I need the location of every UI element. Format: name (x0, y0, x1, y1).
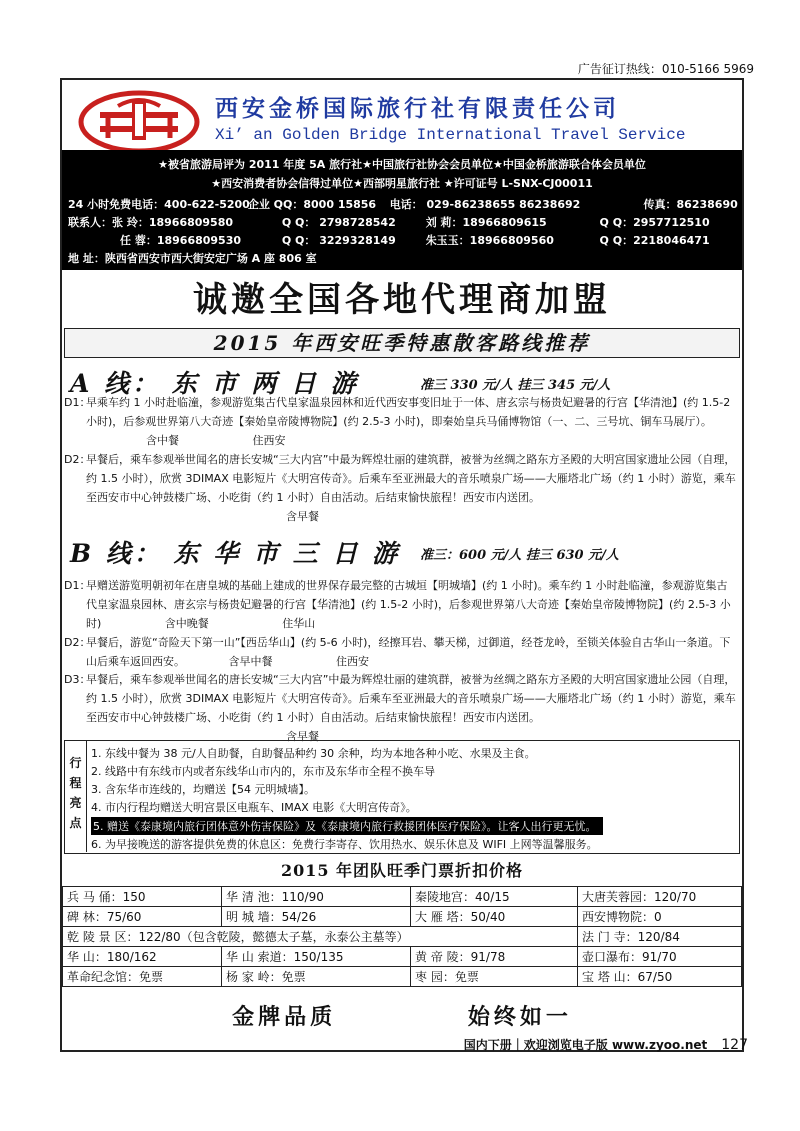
contact-line (68, 196, 738, 212)
ad-hotline: 广告征订热线：010-5166 5969 (577, 62, 754, 76)
contact-people-row-2 (68, 232, 710, 248)
price-cell: 大唐芙蓉园：120/70 (578, 887, 742, 907)
contact-person: 刘 莉：18966809615 (425, 216, 547, 229)
price-cell: 法 门 寺：120/84 (578, 927, 742, 947)
table-row (63, 947, 742, 967)
day-label: D2： (64, 636, 91, 649)
price-cell: 革命纪念馆：免票 (63, 967, 222, 987)
price-cell: 枣 园：免票 (411, 967, 578, 987)
table-row (63, 907, 742, 927)
highlight-item: 4. 市内行程均赠送大明宫景区电瓶车、IMAX 电影《大明宫传奇》。 (91, 801, 417, 814)
contact-qq: Q Q： 2798728542 (281, 216, 396, 229)
ticket-price-title: 2015 年团队旺季门票折扣价格 (280, 861, 524, 880)
table-row (63, 927, 742, 947)
contact-box (62, 150, 742, 270)
price-cell: 华 清 池：110/90 (222, 887, 411, 907)
slogan-left: 金牌品质 (232, 1004, 337, 1030)
contact-person: 任 蓉：18966809530 (120, 234, 242, 247)
ticket-price-table (62, 886, 742, 987)
day-text: 早餐后，游览“奇险天下第一山”【西岳华山】(约 5-6 小时)，经擦耳岩、攀天梯，过御道，经苍龙岭，至锁关体验自古华山一条道。下山后乘车返回西安。 (86, 636, 731, 668)
company-address: 地 址：陕西省西安市西大街安定广场 A 座 806 室 (68, 252, 317, 265)
meal-info: 含早餐 (286, 510, 319, 523)
itinerary-highlights (64, 740, 740, 854)
price-cell: 大 雁 塔：50/40 (411, 907, 578, 927)
day-text: 早乘车约 1 小时赴临潼，参观游览集古代皇家温泉园林和近代西安事变旧址于一体、唐玄宗与杨贵妃避暑的行宫【华清池】(约 1.5-2 小时)，后参观世界第八大奇迹【秦始皇帝陵博物院】(约 2.5-3 小时)，即秦始皇兵马俑博物馆（一、二、三号坑、铜车马展厅）。 (86, 396, 731, 428)
contact-person: 联系人：张 玲：18966809580 (68, 216, 234, 229)
recruit-headline: 诚邀全国各地代理商加盟 (193, 280, 611, 320)
highlight-item: 1. 东线中餐为 38 元/人自助餐，自助餐品种约 30 余种，均为本地各种小吃、水果及主食。 (91, 747, 536, 760)
route-a-day-2 (64, 450, 736, 526)
stay-info: 住西安 (336, 655, 369, 668)
price-cell: 杨 家 岭：免票 (222, 967, 411, 987)
slogan-right: 始终如一 (467, 1004, 572, 1030)
price-cell: 明 城 墙：54/26 (222, 907, 411, 927)
honors-line-1: ★被省旅游局评为 2011 年度 5A 旅行社★中国旅行社协会会员单位★中国金桥旅游联合体会员单位 (158, 158, 646, 171)
stay-info: 住华山 (282, 617, 316, 630)
route-b-day-3 (64, 670, 736, 746)
contact-person: 朱玉玉：18966809560 (425, 234, 554, 247)
highlight-item: 2. 线路中有东线市内或者东线华山市内的，东市及东华市全程不换车导 (91, 765, 435, 778)
contact-people-row-1 (68, 214, 710, 230)
day-label: D1： (64, 579, 91, 592)
highlight-item: 3. 含东华市连线的，均赠送【54 元明城墙】。 (91, 783, 315, 796)
price-cell: 黄 帝 陵：91/78 (411, 947, 578, 967)
highlight-item: 6. 为早接晚送的游客提供免费的休息区：免费行李寄存、饮用热水、娱乐休息及 WIFI 上网等温馨服务。 (91, 838, 598, 851)
slogan (62, 1000, 742, 1031)
price-cell: 碑 林：75/60 (63, 907, 222, 927)
route-a-price: 准三 330 元/人 挂三 345 元/人 (420, 378, 611, 393)
route-a-day-1 (64, 393, 736, 450)
price-cell: 宝 塔 山：67/50 (578, 967, 742, 987)
day-label: D3： (64, 673, 91, 686)
price-cell: 秦陵地宫：40/15 (411, 887, 578, 907)
price-cell: 壶口瀑布：91/70 (578, 947, 742, 967)
route-a-title: A 线： 东 市 两 日 游 (70, 369, 359, 398)
meal-info: 含中晚餐 (164, 617, 209, 630)
stay-info: 住西安 (252, 434, 286, 447)
route-banner: 2015 年西安旺季特惠散客路线推荐 (64, 328, 740, 358)
day-text: 早赠送游览明朝初年在唐皇城的基础上建成的世界保存最完整的古城垣【明城墙】(约 1 小时)。乘车约 1 小时赴临潼，参观游览集古代皇家温泉园林、唐玄宗与杨贵妃避暑的行宫【华清池】(约 1.5-2 小时)，后参观世界第八大奇迹【秦始皇帝陵博物院】(约 2.5-3 小时) (86, 579, 731, 630)
price-cell: 华 山：180/162 (63, 947, 222, 967)
honors-line-2: ★西安消费者协会信得过单位★西部明星旅行社 ★许可证号 L-SNX-CJ00011 (211, 177, 593, 190)
table-row (63, 887, 742, 907)
day-label: D2： (64, 453, 91, 466)
price-cell: 乾 陵 景 区：122/80（包含乾陵，懿德太子墓，永泰公主墓等） (63, 927, 578, 947)
highlights-label: 行程亮点 (65, 741, 87, 852)
meal-info: 含中餐 (146, 434, 179, 447)
page-footer (464, 1036, 748, 1053)
page-number: 127 (721, 1037, 748, 1053)
day-text: 早餐后，乘车参观举世闻名的唐长安城“三大内宫”中最为辉煌壮丽的建筑群，被誉为丝绸之路东方圣殿的大明宫国家遗址公园（自理，约 1.5 小时），欣赏 3DIMAX 电影短片《大明宫传奇》。后乘车至亚洲最大的音乐喷泉广场——大雁塔北广场（约 1 小时）游览，乘车至西安市中心钟鼓楼广场、小吃街（约 1 小时）自由活动。后结束愉快旅程！西安市内送团。 (86, 673, 736, 724)
price-cell: 华 山 索道：150/135 (222, 947, 411, 967)
table-row (63, 967, 742, 987)
company-qq: 企业 QQ：8000 15856 (247, 198, 377, 211)
meal-info: 含早中餐 (228, 655, 273, 668)
route-b-day-1 (64, 576, 736, 633)
day-text: 早餐后，乘车参观举世闻名的唐长安城“三大内宫”中最为辉煌壮丽的建筑群，被誉为丝绸之路东方圣殿的大明宫国家遗址公园（自理，约 1.5 小时），欣赏 3DIMAX 电影短片《大明宫传奇》。后乘车至亚洲最大的音乐喷泉广场——大雁塔北广场（约 1 小时）游览，乘车至西安市中心钟鼓楼广场、小吃街（约 1 小时）自由活动。后结束愉快旅程！西安市内送团。 (86, 453, 736, 504)
route-b-title: B 线： 东 华 市 三 日 游 (70, 539, 401, 568)
footer-link-text[interactable]: 国内下册｜欢迎浏览电子版 www.zyoo.net (463, 1038, 708, 1052)
route-b-price: 准三：600 元/人 挂三 630 元/人 (420, 548, 619, 563)
golden-bridge-logo-icon (78, 90, 200, 154)
price-cell: 西安博物院：0 (578, 907, 742, 927)
meal-info: 含早餐 (286, 730, 319, 743)
company-name-cn: 西安金桥国际旅行社有限责任公司 (215, 95, 620, 122)
office-fax: 传真：86238690 (643, 198, 738, 211)
contact-qq: Q Q：2957712510 (599, 216, 710, 229)
free-hotline: 24 小时免费电话：400-622-5200 (68, 198, 250, 211)
route-b-day-2 (64, 633, 736, 671)
day-label: D1： (64, 396, 91, 409)
company-name-en: Xi’ an Golden Bridge International Travel Service (215, 126, 686, 144)
price-cell: 兵 马 俑：150 (63, 887, 222, 907)
contact-qq: Q Q：2218046471 (599, 234, 710, 247)
highlight-item-insurance: 5. 赠送《泰康境内旅行团体意外伤害保险》及《泰康境内旅行救援团体医疗保险》。让客人出行更无忧。 (91, 817, 603, 835)
contact-qq: Q Q： 3229328149 (281, 234, 396, 247)
office-phone: 电话： 029-86238655 86238692 (389, 198, 581, 211)
